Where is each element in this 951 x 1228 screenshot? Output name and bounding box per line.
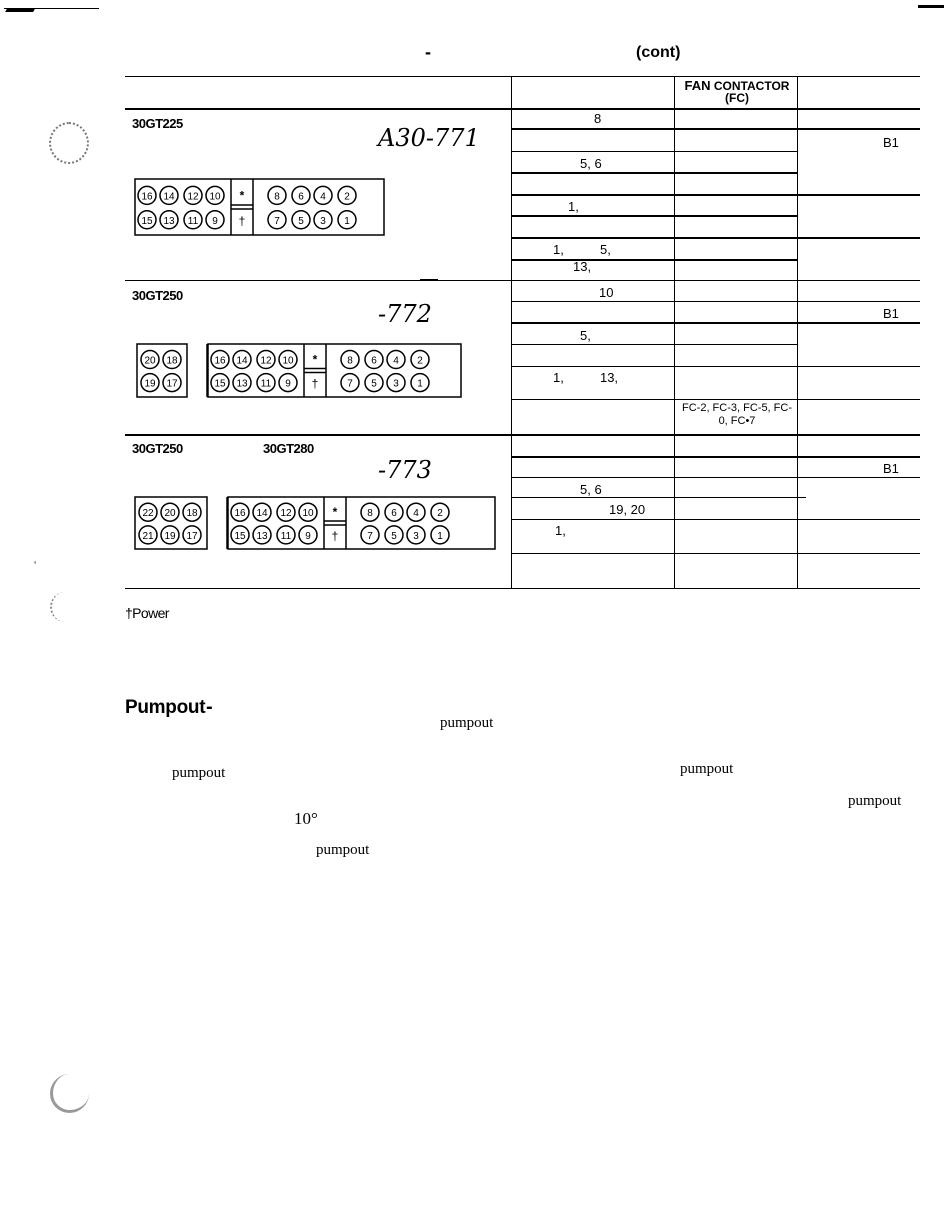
table-vline-2 [674,76,675,589]
model-30gt225: 30GT225 [132,116,183,131]
cell-terminal: 13, [573,259,592,274]
terminal-4 [387,351,405,369]
terminal-2 [431,503,449,521]
row-rule [511,497,806,498]
table-vline-1 [511,76,512,589]
cell-b1: B1 [883,306,899,321]
row-rule [511,151,797,152]
table-vline-3 [797,76,798,589]
pumpout-word: pumpout [172,765,226,781]
terminal-7 [341,374,359,392]
cell-terminal: 1, 5, [553,242,611,257]
terminal-11 [184,211,202,229]
handwritten-annotation: -773 [378,456,432,484]
terminal-15 [211,374,229,392]
svg-text:15: 15 [214,378,226,390]
svg-text:12: 12 [280,508,292,520]
svg-text:8: 8 [347,355,353,367]
row-rule [511,301,920,302]
terminal-11 [277,526,295,544]
row-rule [511,456,920,458]
svg-text:17: 17 [186,530,198,542]
svg-text:1: 1 [344,215,350,227]
terminal-4 [407,503,425,521]
terminal-2 [338,186,356,204]
svg-text:4: 4 [320,191,326,203]
table-top-rule [125,76,920,77]
terminal-15 [138,211,156,229]
section-rule-1 [125,280,920,281]
title-cont: (cont) [636,44,681,61]
svg-text:13: 13 [163,215,175,227]
pumpout-word: pumpout [316,842,370,858]
terminal-20 [161,503,179,521]
svg-text:15: 15 [141,215,153,227]
star-marker: * [332,505,338,520]
terminal-15 [231,526,249,544]
hole-punch-mark [50,1074,89,1113]
terminal-13 [253,526,271,544]
svg-text:14: 14 [163,191,175,203]
terminal-8 [361,503,379,521]
svg-text:19: 19 [164,530,176,542]
temperature-value: 10° [294,809,318,828]
svg-text:2: 2 [437,508,443,520]
svg-text:16: 16 [234,508,246,520]
row-rule [511,399,920,400]
svg-text:5: 5 [371,378,377,390]
svg-text:11: 11 [260,378,272,390]
terminal-6 [385,503,403,521]
model-30gt250: 30GT250 [132,288,183,303]
terminal-19 [161,526,179,544]
terminal-11 [257,374,275,392]
terminal-16 [231,503,249,521]
svg-text:10: 10 [209,191,221,203]
cell-terminal: 1, [555,523,566,538]
terminal-12 [277,503,295,521]
svg-text:8: 8 [367,508,373,520]
cell-terminal: 5, 6 [580,156,602,171]
terminal-strip-30gt225 [133,178,385,236]
terminal-6 [292,186,310,204]
row-rule [511,477,920,478]
terminal-strip-30gt250 [136,343,462,398]
terminal-14 [253,503,271,521]
terminal-21 [139,526,157,544]
svg-text:7: 7 [347,378,353,390]
terminal-17 [163,374,181,392]
row-rule [511,344,797,345]
cell-b1: B1 [883,461,899,476]
terminal-9 [299,526,317,544]
terminal-10 [299,503,317,521]
svg-text:16: 16 [141,191,153,203]
svg-text:9: 9 [212,215,218,227]
svg-text:4: 4 [413,508,419,520]
top-left-mark [5,9,35,12]
svg-text:1: 1 [437,530,443,542]
table-header-rule [125,108,920,110]
terminal-14 [233,351,251,369]
svg-text:3: 3 [413,530,419,542]
dagger-marker: † [311,376,319,391]
svg-text:9: 9 [305,530,311,542]
top-right-mark [918,5,944,8]
cell-terminal: 5, 6 [580,482,602,497]
pumpout-word: pumpout [680,761,734,777]
terminal-3 [387,374,405,392]
terminal-10 [279,351,297,369]
handwritten-annotation: A30-771 [378,124,480,152]
cell-terminal: 19, 20 [609,502,646,517]
svg-text:3: 3 [320,215,326,227]
svg-text:16: 16 [214,355,226,367]
terminal-12 [257,351,275,369]
svg-text:22: 22 [142,508,154,520]
terminal-13 [233,374,251,392]
terminal-10 [206,186,224,204]
svg-text:13: 13 [236,378,248,390]
terminal-5 [385,526,403,544]
terminal-17 [183,526,201,544]
terminal-16 [138,186,156,204]
row-rule [511,172,797,174]
svg-text:1: 1 [417,378,423,390]
row-rule [511,519,920,520]
svg-text:7: 7 [274,215,280,227]
pumpout-word: pumpout [848,793,902,809]
svg-text:9: 9 [285,378,291,390]
pumpout-word: pumpout [440,715,494,731]
svg-text:6: 6 [371,355,377,367]
terminal-18 [183,503,201,521]
terminal-5 [365,374,383,392]
star-marker: * [239,188,245,203]
hole-punch-mark [50,592,80,622]
svg-text:18: 18 [166,355,178,367]
svg-text:5: 5 [298,215,304,227]
terminal-9 [206,211,224,229]
svg-text:11: 11 [187,215,199,227]
terminal-13 [160,211,178,229]
svg-text:18: 18 [186,508,198,520]
svg-text:19: 19 [144,378,156,390]
svg-text:12: 12 [187,191,199,203]
svg-text:14: 14 [256,508,268,520]
cell-b1: B1 [883,135,899,150]
svg-text:15: 15 [234,530,246,542]
svg-text:10: 10 [302,508,314,520]
cell-terminal: 8 [594,111,602,126]
svg-text:4: 4 [393,355,399,367]
svg-text:8: 8 [274,191,280,203]
star-marker: * [312,352,318,367]
row-rule [511,237,920,239]
terminal-20 [141,351,159,369]
cell-terminal: 1, 13, [553,370,619,385]
svg-text:7: 7 [367,530,373,542]
terminal-4 [314,186,332,204]
row-rule [511,259,797,261]
dagger-marker: † [331,528,339,543]
svg-text:17: 17 [166,378,178,390]
terminal-19 [141,374,159,392]
footnote: †Power [125,605,169,621]
terminal-7 [361,526,379,544]
terminal-9 [279,374,297,392]
row-rule [511,128,920,130]
terminal-14 [160,186,178,204]
terminal-1 [431,526,449,544]
row-rule [511,194,920,196]
svg-text:14: 14 [236,355,248,367]
svg-text:10: 10 [282,355,294,367]
svg-text:12: 12 [260,355,272,367]
terminal-strip-30gt280 [134,496,496,550]
row-rule [511,215,797,217]
cell-terminal: 1, [568,199,579,214]
svg-text:21: 21 [142,530,154,542]
terminal-1 [338,211,356,229]
cell-fan-contactors: FC-2, FC-3, FC-5, FC-0, FC•7 [682,402,792,427]
terminal-8 [341,351,359,369]
svg-text:6: 6 [391,508,397,520]
row-rule [511,366,920,367]
svg-text:3: 3 [393,378,399,390]
cell-terminal: 5, [580,328,591,343]
pumpout-heading: Pumpout [125,697,206,718]
fan-contactor-header: FAN CONTACTOR (FC) [684,78,790,105]
model-30gt280: 30GT280 [263,441,314,456]
title-dash: - [425,42,431,62]
pumpout-heading-dash: - [206,696,213,718]
svg-text:11: 11 [280,530,292,542]
small-dash [420,279,438,281]
hole-punch-mark: ‘ [34,560,37,571]
handwritten-annotation: -772 [378,300,432,328]
svg-text:5: 5 [391,530,397,542]
terminal-22 [139,503,157,521]
terminal-3 [407,526,425,544]
row-rule [511,322,920,324]
terminal-5 [292,211,310,229]
terminal-2 [411,351,429,369]
model-30gt250-b: 30GT250 [132,441,183,456]
cell-terminal: 10 [599,285,614,300]
svg-text:6: 6 [298,191,304,203]
svg-text:13: 13 [256,530,268,542]
terminal-3 [314,211,332,229]
hole-punch-mark [49,122,89,164]
svg-text:2: 2 [344,191,350,203]
terminal-16 [211,351,229,369]
terminal-6 [365,351,383,369]
terminal-1 [411,374,429,392]
terminal-8 [268,186,286,204]
table-bottom-rule [125,588,920,589]
svg-text:20: 20 [164,508,176,520]
terminal-7 [268,211,286,229]
dagger-marker: † [238,213,246,228]
terminal-18 [163,351,181,369]
section-rule-2 [125,434,920,436]
terminal-12 [184,186,202,204]
svg-text:2: 2 [417,355,423,367]
row-rule [511,553,920,554]
svg-text:20: 20 [144,355,156,367]
